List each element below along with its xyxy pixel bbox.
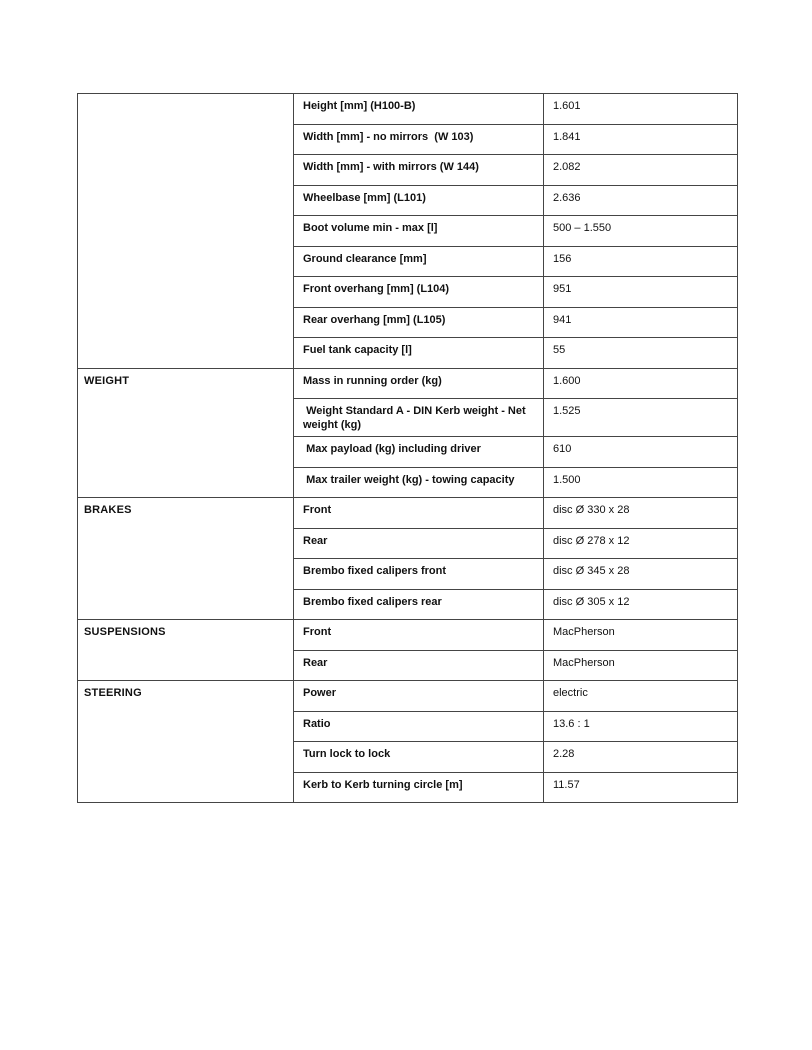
category-cell: STEERING <box>78 681 294 803</box>
spec-value: 500 – 1.550 <box>544 216 738 247</box>
spec-value: 2.082 <box>544 155 738 186</box>
spec-label: Ground clearance [mm] <box>294 246 544 277</box>
spec-label: Ratio <box>294 711 544 742</box>
spec-label: Mass in running order (kg) <box>294 368 544 399</box>
spec-label: Height [mm] (H100-B) <box>294 94 544 125</box>
spec-value: 156 <box>544 246 738 277</box>
spec-label: Max trailer weight (kg) - towing capacity <box>294 467 544 498</box>
spec-label: Front overhang [mm] (L104) <box>294 277 544 308</box>
spec-value: 1.841 <box>544 124 738 155</box>
spec-label: Turn lock to lock <box>294 742 544 773</box>
table-row <box>78 498 738 529</box>
spec-label: Width [mm] - with mirrors (W 144) <box>294 155 544 186</box>
spec-label: Brembo fixed calipers rear <box>294 589 544 620</box>
spec-value: 1.525 <box>544 399 738 437</box>
spec-value: 610 <box>544 437 738 468</box>
spec-value: MacPherson <box>544 620 738 651</box>
spec-value: 1.600 <box>544 368 738 399</box>
spec-label: Brembo fixed calipers front <box>294 559 544 590</box>
spec-label: Weight Standard A - DIN Kerb weight - Net weight (kg) <box>294 399 544 437</box>
spec-value: 55 <box>544 338 738 369</box>
table-row <box>78 368 738 399</box>
spec-label: Rear overhang [mm] (L105) <box>294 307 544 338</box>
spec-label: Power <box>294 681 544 712</box>
spec-label: Wheelbase [mm] (L101) <box>294 185 544 216</box>
spec-value: 13.6 : 1 <box>544 711 738 742</box>
spec-value: 2.636 <box>544 185 738 216</box>
spec-label: Boot volume min - max [l] <box>294 216 544 247</box>
spec-value: 2.28 <box>544 742 738 773</box>
spec-label: Kerb to Kerb turning circle [m] <box>294 772 544 803</box>
category-cell: SUSPENSIONS <box>78 620 294 681</box>
spec-label: Front <box>294 498 544 529</box>
spec-label: Width [mm] - no mirrors (W 103) <box>294 124 544 155</box>
specs-table-body <box>78 94 738 803</box>
spec-label: Rear <box>294 528 544 559</box>
spec-value: 1.601 <box>544 94 738 125</box>
category-cell <box>78 94 294 369</box>
spec-value: 951 <box>544 277 738 308</box>
spec-label: Rear <box>294 650 544 681</box>
spec-value: disc Ø 345 x 28 <box>544 559 738 590</box>
spec-value: 1.500 <box>544 467 738 498</box>
table-row <box>78 620 738 651</box>
spec-label: Max payload (kg) including driver <box>294 437 544 468</box>
spec-value: 11.57 <box>544 772 738 803</box>
category-cell: BRAKES <box>78 498 294 620</box>
spec-value: MacPherson <box>544 650 738 681</box>
spec-label: Fuel tank capacity [l] <box>294 338 544 369</box>
spec-value: disc Ø 330 x 28 <box>544 498 738 529</box>
vehicle-specs-table <box>77 93 738 803</box>
category-cell: WEIGHT <box>78 368 294 498</box>
spec-value: disc Ø 278 x 12 <box>544 528 738 559</box>
spec-value: electric <box>544 681 738 712</box>
table-row <box>78 94 738 125</box>
spec-label: Front <box>294 620 544 651</box>
spec-value: 941 <box>544 307 738 338</box>
table-row <box>78 681 738 712</box>
spec-value: disc Ø 305 x 12 <box>544 589 738 620</box>
